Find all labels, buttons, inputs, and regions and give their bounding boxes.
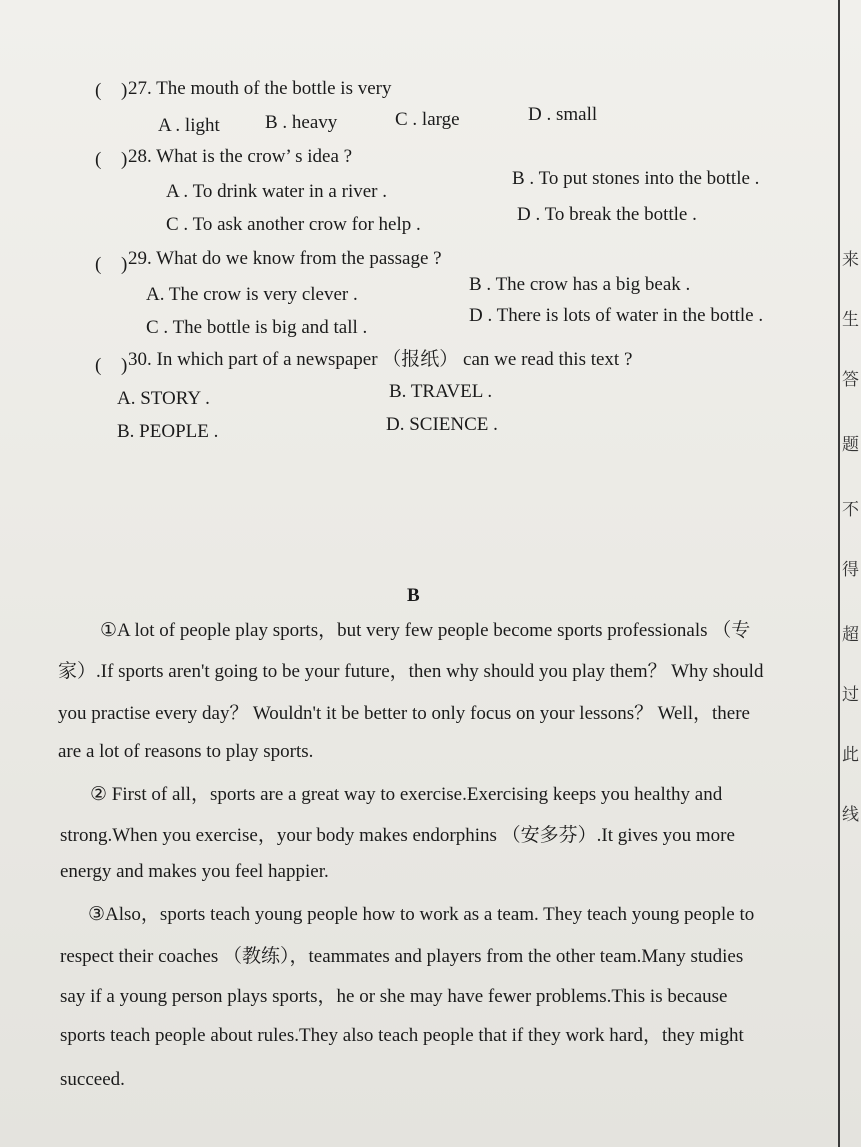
margin-char: 过	[842, 685, 859, 705]
p3-line-5: succeed.	[60, 1069, 125, 1090]
q27-option-d: D . small	[528, 104, 598, 125]
q28-paren-close: )	[121, 149, 128, 170]
p1-line-1: ①A lot of people play sports，but very few people become sports professionals （专	[100, 620, 751, 641]
p1-line-3: you practise every day？ Wouldn't it be better to only focus on your lessons？ Well，there	[58, 703, 750, 724]
q29-paren-open: (	[95, 254, 102, 275]
p3-line-3: say if a young person plays sports，he or she may have fewer problems.This is because	[60, 986, 728, 1007]
p3-line-2: respect their coaches （教练），teammates and players from the other team.Many studies	[60, 946, 744, 967]
q28-option-d: D . To break the bottle .	[517, 204, 697, 225]
q29-option-b: B . The crow has a big beak .	[469, 274, 691, 295]
q29-option-d: D . There is lots of water in the bottle .	[469, 305, 764, 326]
q29-paren-close: )	[121, 254, 128, 275]
p3-line-4: sports teach people about rules.They also teach people that if they work hard，they might	[60, 1025, 744, 1046]
margin-char: 线	[842, 805, 859, 825]
q30-option-b: B. TRAVEL .	[389, 381, 493, 402]
q27-paren-open: (	[95, 80, 102, 101]
margin-char: 答	[842, 370, 859, 390]
margin-char: 题	[842, 435, 859, 455]
q27-stem: 27. The mouth of the bottle is very	[128, 78, 392, 99]
q28-paren-open: (	[95, 149, 102, 170]
q30-option-d: D. SCIENCE .	[386, 414, 498, 435]
q30-paren-open: (	[95, 355, 102, 376]
q29-stem: 29. What do we know from the passage ?	[128, 248, 442, 269]
p2-line-2: strong.When you exercise，your body makes endorphins （安多芬）.It gives you more	[60, 825, 735, 846]
q27-option-b: B . heavy	[265, 112, 338, 133]
margin-char: 超	[842, 625, 859, 645]
margin-char: 不	[842, 500, 859, 520]
margin-char: 得	[842, 560, 859, 580]
q28-stem: 28. What is the crow’ s idea ?	[128, 146, 353, 167]
margin-char: 生	[842, 310, 859, 330]
margin-border-line	[838, 0, 840, 1147]
q30-option-a: A. STORY .	[117, 388, 210, 409]
p2-line-1: ② First of all，sports are a great way to exercise.Exercising keeps you healthy and	[90, 784, 723, 805]
q30-paren-close: )	[121, 355, 128, 376]
p1-line-2: 家）.If sports aren't going to be your future，then why should you play them？ Why should	[58, 661, 764, 682]
q30-stem: 30. In which part of a newspaper （报纸） can we read this text ?	[128, 349, 633, 370]
q29-option-a: A. The crow is very clever .	[146, 284, 358, 305]
q27-paren-close: )	[121, 80, 128, 101]
q28-option-c: C . To ask another crow for help .	[166, 214, 421, 235]
q29-option-c: C . The bottle is big and tall .	[146, 317, 368, 338]
margin-char: 来	[842, 250, 859, 270]
p2-line-3: energy and makes you feel happier.	[60, 861, 329, 882]
q30-option-b-people: B. PEOPLE .	[117, 421, 219, 442]
q28-option-a: A . To drink water in a river .	[166, 181, 387, 202]
p3-line-1: ③Also，sports teach young people how to work as a team. They teach young people to	[88, 904, 755, 925]
p1-line-4: are a lot of reasons to play sports.	[58, 741, 314, 762]
underline-they	[589, 899, 633, 923]
q28-option-b: B . To put stones into the bottle .	[512, 168, 760, 189]
margin-char: 此	[842, 745, 859, 765]
q27-option-c: C . large	[395, 109, 460, 130]
section-title: B	[407, 585, 420, 606]
q27-option-a: A . light	[158, 115, 220, 136]
